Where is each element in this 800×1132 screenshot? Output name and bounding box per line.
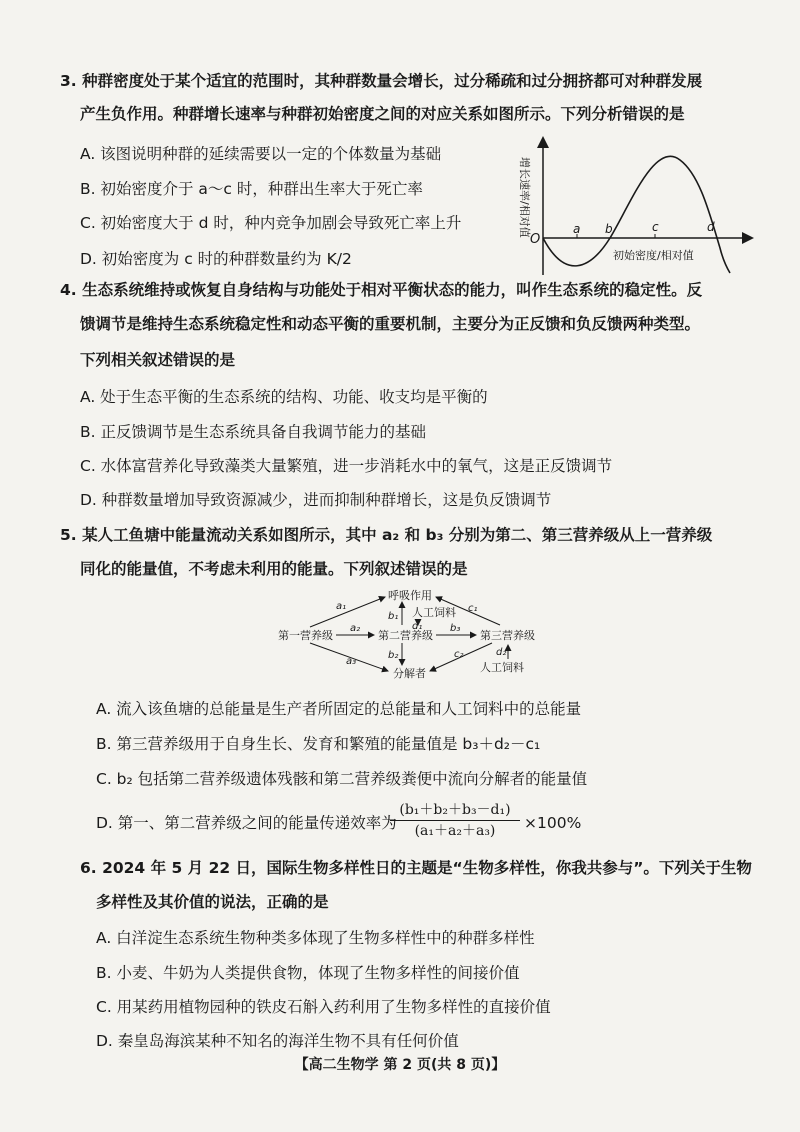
q6-option-b: B. 小麦、牛奶为人类提供食物，体现了生物多样性的间接价值 [96, 964, 520, 982]
q6-option-d: D. 秦皇岛海滨某种不知名的海洋生物不具有任何价值 [96, 1032, 459, 1050]
q4-stem-line1: 4. 生态系统维持或恢复自身结构与功能处于相对平衡状态的能力，叫作生态系统的稳定性。反 [60, 281, 703, 299]
node-feed1: 人工饲料 [412, 606, 456, 619]
energy-flow-diagram [270, 585, 570, 685]
q5-option-a: A. 流入该鱼塘的总能量是生产者所固定的总能量和人工饲料中的总能量 [96, 700, 582, 718]
q6-option-c: C. 用某药用植物园种的铁皮石斛入药利用了生物多样性的直接价值 [96, 998, 551, 1016]
q5-option-d-suffix: ×100% [524, 814, 582, 832]
q3-option-d: D. 初始密度为 c 时的种群数量约为 K/2 [80, 250, 352, 268]
q4-option-a: A. 处于生态平衡的生态系统的结构、功能、收支均是平衡的 [80, 388, 488, 406]
y-axis-label: 增长速率/相对值 [518, 157, 531, 238]
point-label-b: b [605, 222, 613, 236]
q5-option-c: C. b₂ 包括第二营养级遗体残骸和第二营养级粪便中流向分解者的能量值 [96, 770, 588, 788]
q3-stem-line2: 产生负作用。种群增长速率与种群初始密度之间的对应关系如图所示。下列分析错误的是 [80, 105, 685, 123]
page-footer: 【高二生物学 第 2 页(共 8 页)】 [294, 1057, 506, 1073]
label-c2: c₂ [454, 649, 464, 660]
node-level3: 第三营养级 [480, 629, 535, 642]
q3-stem-line1: 3. 种群密度处于某个适宜的范围时，其种群数量会增长，过分稀疏和过分拥挤都可对种群发展 [60, 72, 703, 90]
label-b2: b₂ [388, 650, 399, 661]
q5-option-b: B. 第三营养级用于自身生长、发育和繁殖的能量值是 b₃＋d₂－c₁ [96, 735, 541, 753]
origin-label: O [530, 232, 541, 247]
q3-option-a: A. 该图说明种群的延续需要以一定的个体数量为基础 [80, 145, 442, 163]
q4-option-c: C. 水体富营养化导致藻类大量繁殖，进一步消耗水中的氧气，这是正反馈调节 [80, 457, 613, 475]
q6-option-a: A. 白洋淀生态系统生物种类多体现了生物多样性中的种群多样性 [96, 929, 535, 947]
q5-option-d-fraction [390, 801, 520, 840]
label-a1: a₁ [336, 601, 347, 612]
label-c1: c₁ [468, 603, 478, 614]
label-a3: a₃ [346, 656, 357, 667]
label-b1: b₁ [388, 611, 399, 622]
label-d2: d₂ [496, 647, 507, 658]
q5-option-d-prefix: D. 第一、第二营养级之间的能量传递效率为 [96, 814, 397, 832]
q6-stem-line2: 多样性及其价值的说法，正确的是 [96, 893, 329, 911]
q3-option-c: C. 初始密度大于 d 时，种内竞争加剧会导致死亡率上升 [80, 214, 462, 232]
label-a2: a₂ [350, 623, 361, 634]
point-label-c: c [652, 220, 659, 234]
growth-rate-chart [505, 135, 755, 285]
q4-option-d: D. 种群数量增加导致资源减少，进而抑制种群增长，这是负反馈调节 [80, 491, 552, 509]
node-decomposer: 分解者 [393, 667, 426, 680]
node-level2: 第二营养级 [378, 629, 433, 642]
q4-option-b: B. 正反馈调节是生态系统具备自我调节能力的基础 [80, 423, 426, 441]
node-level1: 第一营养级 [278, 629, 333, 642]
q4-stem-line2: 馈调节是维持生态系统稳定性和动态平衡的重要机制，主要分为正反馈和负反馈两种类型。 [80, 315, 701, 333]
point-label-d: d [707, 220, 715, 234]
point-label-a: a [573, 222, 581, 236]
q4-stem-line3: 下列相关叙述错误的是 [80, 351, 236, 369]
fraction-denominator: (a₁＋a₂＋a₃) [414, 823, 496, 839]
label-d1: d₁ [412, 621, 423, 632]
label-b3: b₃ [450, 623, 461, 634]
node-feed2: 人工饲料 [480, 661, 524, 674]
fraction-numerator: (b₁＋b₂＋b₃－d₁) [399, 802, 511, 818]
q3-option-b: B. 初始密度介于 a～c 时，种群出生率大于死亡率 [80, 180, 423, 198]
q5-stem-line2: 同化的能量值，不考虑未利用的能量。下列叙述错误的是 [80, 560, 468, 578]
q6-stem-line1: 6. 2024 年 5 月 22 日，国际生物多样性日的主题是“生物多样性，你我共参与”。下列关于生物 [80, 859, 752, 877]
q5-stem-line1: 5. 某人工鱼塘中能量流动关系如图所示，其中 a₂ 和 b₃ 分别为第二、第三营养级从上一营养级 [60, 526, 713, 544]
node-respiration: 呼吸作用 [388, 589, 432, 602]
x-axis-label: 初始密度/相对值 [613, 249, 694, 262]
